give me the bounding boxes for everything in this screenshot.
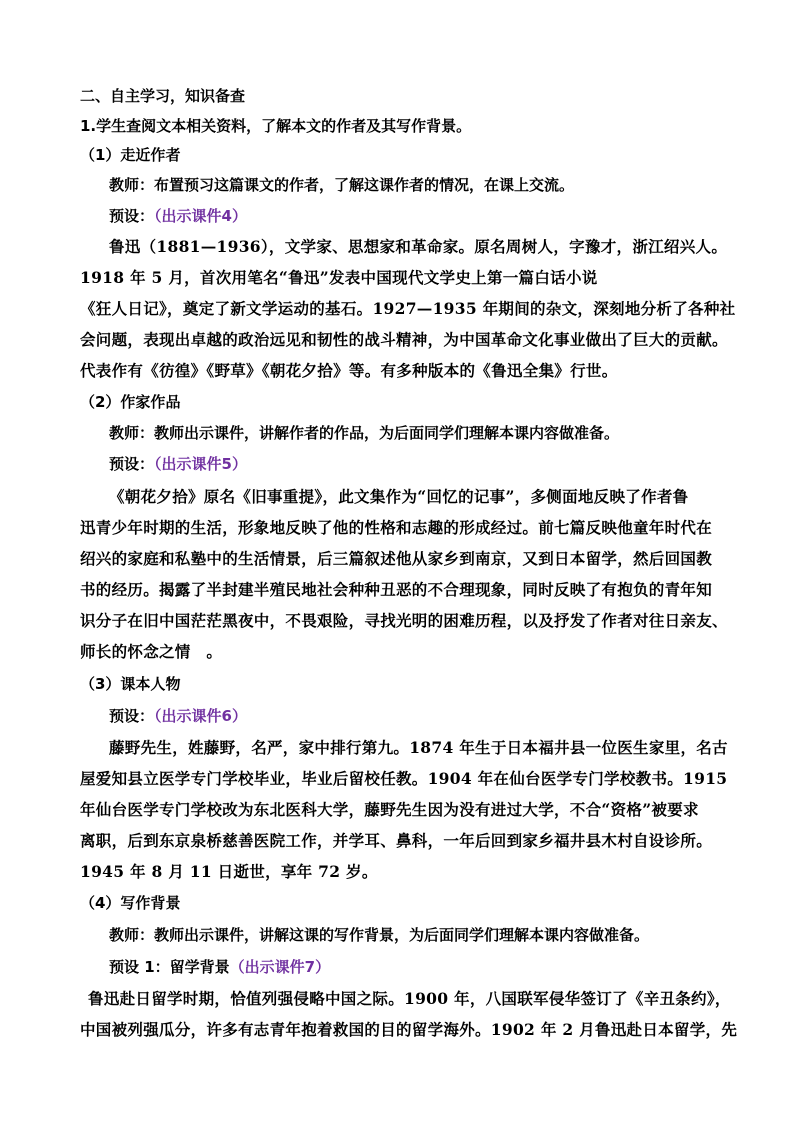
paragraph-line: 代表作有《彷徨》《野草》《朝花夕拾》等。有多种版本的《鲁迅全集》行世。 [80,361,618,380]
preset-2 [109,454,247,474]
teacher-note-2: 教师：教师出示课件，讲解作者的作品，为后面同学们理解本课内容做准备。 [109,424,620,442]
preset-1 [109,206,247,226]
courseware-ref: （出示课件7） [229,958,331,976]
paragraph-line: 识分子在旧中国茫茫黑夜中，不畏艰险，寻找光明的困难历程，以及抒发了作者对往日亲友、 [80,611,728,630]
paragraph-line: 师长的怀念之情 。 [80,642,223,661]
paragraph-line: 《狂人日记》，奠定了新文学运动的基石。1927—1935 年期间的杂文，深刻地分析了各种社 [80,299,736,318]
preset-4 [109,957,330,977]
paragraph-line: 会问题，表现出卓越的政治远见和韧性的战斗精神，为中国革命文化事业做出了巨大的贡献。 [80,330,728,349]
preset-label: 预设： [109,707,155,725]
paragraph-line: 1945 年 8 月 11 日逝世，享年 72 岁。 [80,862,378,881]
section-title: 二、自主学习，知识备查 [80,87,246,105]
courseware-ref: （出示课件6） [154,707,247,725]
paragraph-line: 离职，后到东京泉桥慈善医院工作，并学耳、鼻科，一年后回到家乡福井县木村自设诊所。 [80,831,713,850]
subsection-title-4: （4）写作背景 [80,894,181,912]
preset-3 [109,706,247,726]
paragraph-line: 藤野先生，姓藤野，名严，家中排行第九。1874 年生于日本福井县一位医生家里，名古 [109,738,728,757]
paragraph-line: 迅青少年时期的生活，形象地反映了他的性格和志趣的形成经过。前七篇反映他童年时代在 [80,518,713,537]
paragraph-line: 《朝花夕拾》原名《旧事重提》，此文集作为“回忆的记事”，多侧面地反映了作者鲁 [109,487,689,506]
paragraph-line: 鲁迅（1881—1936），文学家、思想家和革命家。原名周树人，字豫才，浙江绍兴人。 [109,237,728,256]
paragraph-line: 绍兴的家庭和私塾中的生活情景，后三篇叙述他从家乡到南京，又到日本留学，然后回国教 [80,549,713,568]
item-1: 1.学生查阅文本相关资料，了解本文的作者及其写作背景。 [80,117,472,135]
subsection-title-3: （3）课本人物 [80,675,181,693]
paragraph-line: 中国被列强瓜分，许多有志青年抱着救国的目的留学海外。1902 年 2 月鲁迅赴日本留学，先 [80,1020,738,1039]
paragraph-line: 鲁迅赴日留学时期，恰值列强侵略中国之际。1900 年，八国联军侵华签订了《辛丑条约》， [88,989,731,1008]
courseware-ref: （出示课件4） [154,207,247,225]
paragraph-line: 书的经历。揭露了半封建半殖民地社会种种丑恶的不合理现象，同时反映了有抱负的青年知 [80,580,713,599]
preset-label: 预设 1：留学背景 [109,958,230,976]
subsection-title-2: （2）作家作品 [80,393,181,411]
subsection-title-1: （1）走近作者 [80,146,181,164]
courseware-ref: （出示课件5） [154,455,247,473]
paragraph-line: 屋爱知县立医学专门学校毕业，毕业后留校任教。1904 年在仙台医学专门学校教书。1915 [80,769,728,788]
preset-label: 预设： [109,455,155,473]
teacher-note-1: 教师：布置预习这篇课文的作者，了解这课作者的情况，在课上交流。 [109,176,575,194]
teacher-note-4: 教师：教师出示课件，讲解这课的写作背景，为后面同学们理解本课内容做准备。 [109,926,650,944]
preset-label: 预设： [109,207,155,225]
paragraph-line: 1918 年 5 月，首次用笔名“鲁迅”发表中国现代文学史上第一篇白话小说 [80,268,598,287]
paragraph-line: 年仙台医学专门学校改为东北医科大学，藤野先生因为没有进过大学，不合“资格”被要求 [80,800,699,819]
